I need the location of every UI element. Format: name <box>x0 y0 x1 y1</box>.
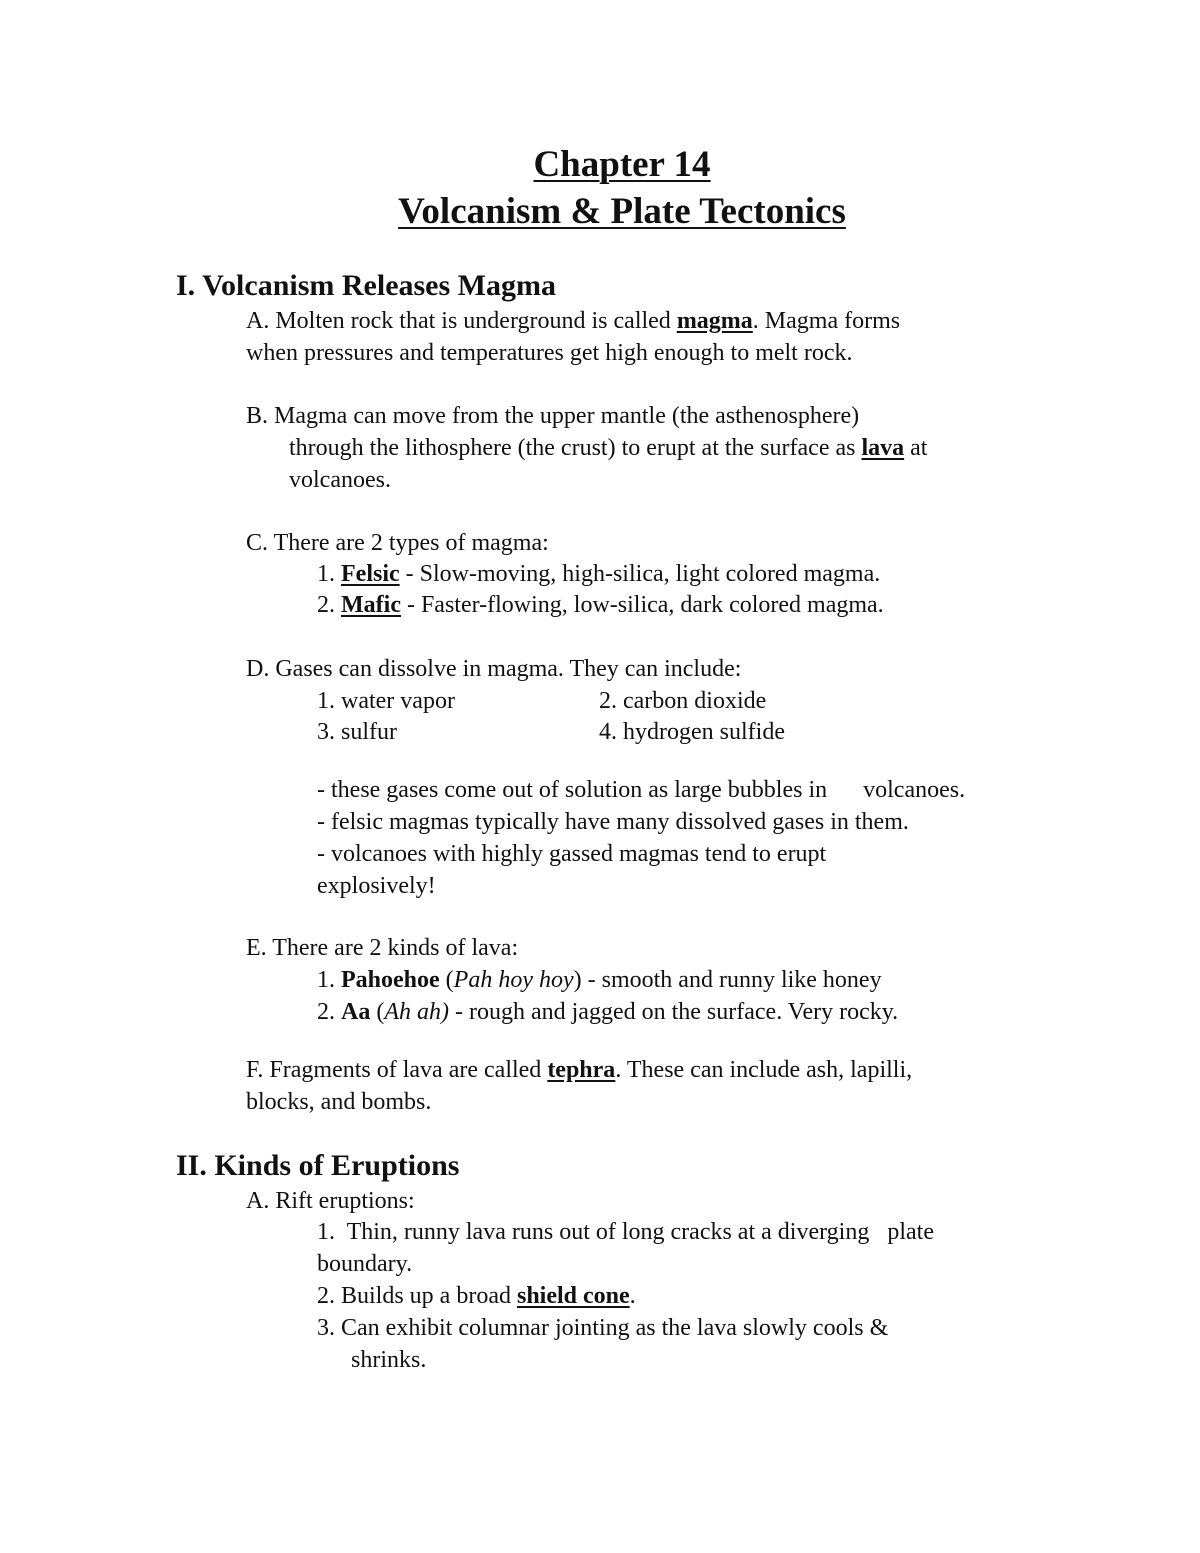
section-1-a-line-2: when pressures and temperatures get high enough to melt rock. <box>246 340 853 366</box>
text: - rough and jagged on the surface. Very rocky. <box>449 999 899 1025</box>
list-number: 1. <box>317 561 341 587</box>
lava-type-aa <box>317 997 898 1027</box>
magma-type-felsic <box>317 559 880 589</box>
pronunciation: Ah ah) <box>384 999 449 1025</box>
gas-item-2: 2. carbon dioxide <box>599 688 767 714</box>
section-2-a-line-1: A. Rift eruptions: <box>246 1188 415 1214</box>
list-number: 2. <box>317 592 341 618</box>
text: through the lithosphere (the crust) to erupt at the surface as <box>289 435 862 461</box>
section-1-f-line-1 <box>246 1055 912 1085</box>
key-term-tephra: tephra <box>547 1057 616 1083</box>
section-1-e-line-1: E. There are 2 kinds of lava: <box>246 935 519 961</box>
key-term-felsic: Felsic <box>341 561 400 587</box>
list-number: 1. <box>317 967 341 993</box>
section-1-heading: I. Volcanism Releases Magma <box>176 269 556 302</box>
key-term-shield-cone: shield cone <box>516 1283 630 1309</box>
section-1-b-line-1: B. Magma can move from the upper mantle (the asthenosphere) <box>246 403 860 429</box>
rift-item-1-cont: boundary. <box>317 1251 413 1277</box>
lava-name-aa: Aa <box>341 999 371 1025</box>
chapter-subtitle: Volcanism & Plate Tectonics <box>398 191 846 232</box>
rift-item-2 <box>317 1281 636 1311</box>
gas-note-3: - volcanoes with highly gassed magmas tend to erupt <box>317 841 827 867</box>
section-1-b-line-2 <box>289 433 927 463</box>
key-term-mafic: Mafic <box>341 592 401 618</box>
gas-note-2: - felsic magmas typically have many dissolved gases in them. <box>317 809 909 835</box>
magma-type-mafic <box>317 590 884 620</box>
text: . Magma forms <box>752 308 901 334</box>
gas-item-3: 3. sulfur <box>317 719 397 745</box>
key-term-magma: magma <box>676 308 753 334</box>
rift-item-1: 1. Thin, runny lava runs out of long cracks at a diverging plate <box>317 1219 934 1245</box>
lava-type-pahoehoe <box>317 965 882 995</box>
text: ( <box>370 999 385 1025</box>
text: - Slow-moving, high-silica, light colored magma. <box>399 561 881 587</box>
text: . These can include ash, lapilli, <box>615 1057 913 1083</box>
section-1-a-line-1 <box>246 306 900 336</box>
section-1-f-line-2: blocks, and bombs. <box>246 1089 432 1115</box>
section-1-b-line-3: volcanoes. <box>289 467 391 493</box>
text: F. Fragments of lava are called <box>246 1057 548 1083</box>
rift-item-3-cont: shrinks. <box>351 1347 427 1373</box>
text: 2. Builds up a broad <box>317 1283 517 1309</box>
section-2-heading: II. Kinds of Eruptions <box>176 1149 460 1182</box>
text: . <box>629 1283 636 1309</box>
chapter-title: Chapter 14 <box>533 144 711 185</box>
text: at <box>904 435 928 461</box>
rift-item-3: 3. Can exhibit columnar jointing as the lava slowly cools & <box>317 1315 889 1341</box>
section-1-c-line-1: C. There are 2 types of magma: <box>246 530 549 556</box>
text: ( <box>439 967 454 993</box>
gas-item-1: 1. water vapor <box>317 688 455 714</box>
list-number: 2. <box>317 999 341 1025</box>
pronunciation: Pah hoy hoy <box>453 967 574 993</box>
gas-item-4: 4. hydrogen sulfide <box>599 719 785 745</box>
text: A. Molten rock that is underground is called <box>246 308 677 334</box>
section-1-d-line-1: D. Gases can dissolve in magma. They can include: <box>246 656 742 682</box>
text: - Faster-flowing, low-silica, dark colored magma. <box>400 592 884 618</box>
gas-note-3-cont: explosively! <box>317 873 436 899</box>
gas-note-1: - these gases come out of solution as large bubbles in volcanoes. <box>317 777 966 803</box>
text: ) - smooth and runny like honey <box>573 967 882 993</box>
key-term-lava: lava <box>861 435 905 461</box>
lava-name-pahoehoe: Pahoehoe <box>341 967 440 993</box>
